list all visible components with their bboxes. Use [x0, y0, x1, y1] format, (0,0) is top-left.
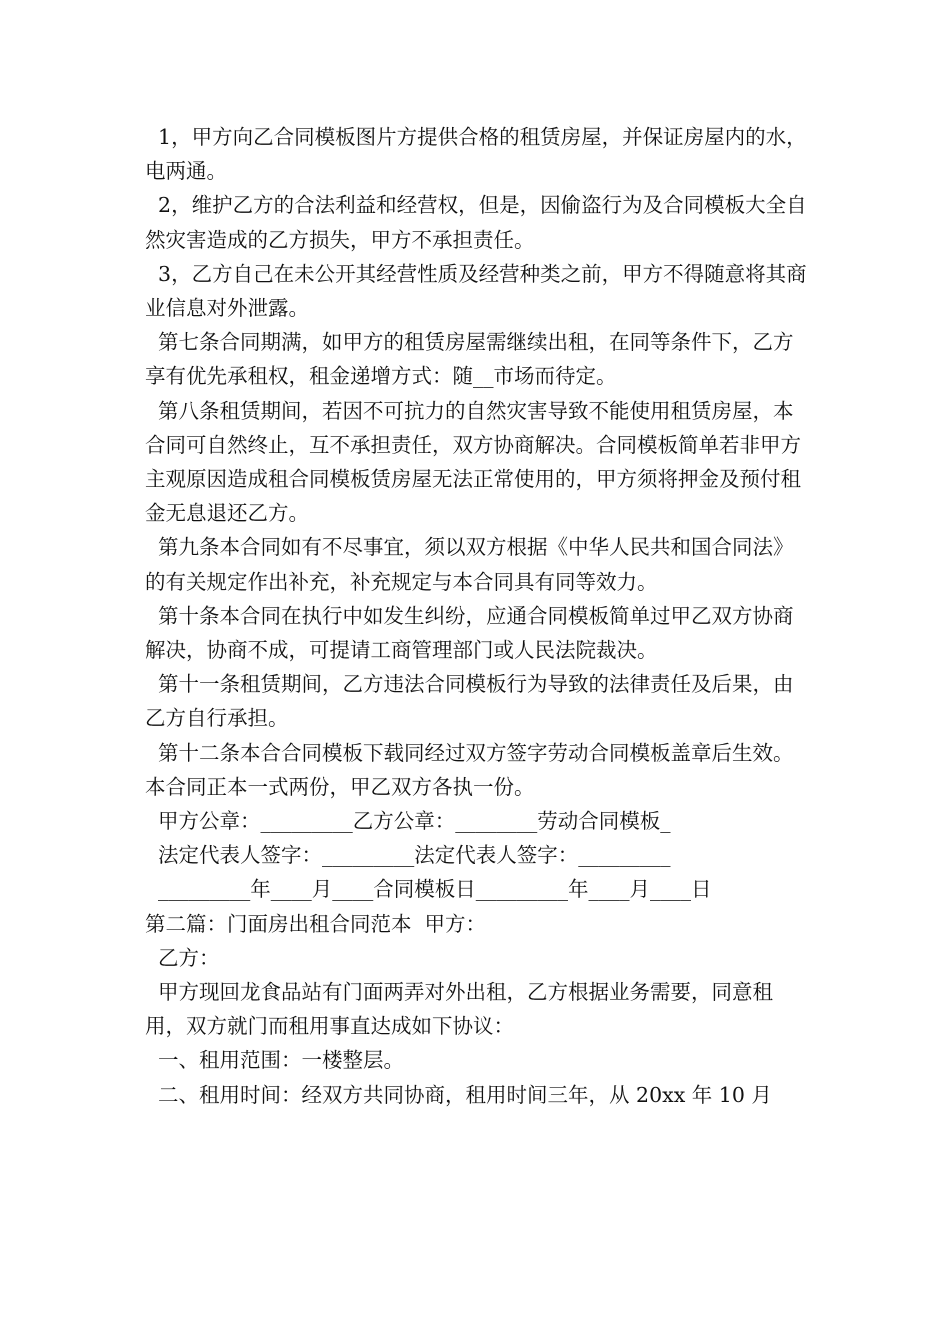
party-b-line: 乙方：: [145, 945, 220, 970]
rental-period: 二、租用时间：经双方共同协商，租用时间三年，从 20xx 年 10 月: [145, 1082, 772, 1107]
rental-scope: 一、租用范围：一楼整层。: [145, 1048, 405, 1073]
article-9: 第九条本合同如有不尽事宜，须以双方根据《中华人民共和国合同法》的有关规定作出补充，补充规定与本合同具有同等效力。: [145, 535, 794, 594]
intro-paragraph: 甲方现回龙食品站有门面两弄对外出租，乙方根据业务需要，同意租用，双方就门而租用事直达成如下协议：: [145, 980, 774, 1039]
clause-landlord-duty-1: 1，甲方向乙合同模板图片方提供合格的租赁房屋，并保证房屋内的水，电两通。: [145, 125, 807, 184]
document-body: [145, 120, 810, 1112]
article-10: 第十条本合同在执行中如发生纠纷，应通合同模板简单过甲乙双方协商解决，协商不成，可提请工商管理部门或人民法院裁决。: [145, 603, 794, 663]
section-heading-part-2: 第二篇：门面房出租合同范本 甲方：: [145, 911, 487, 936]
seal-line: 甲方公章：_________乙方公章：________劳动合同模板_: [145, 809, 671, 834]
article-8: 第八条租赁期间，若因不可抗力的自然灾害导致不能使用租赁房屋，本合同可自然终止，互不承担责任，双方协商解决。合同模板简单若非甲方主观原因造成租合同模板赁房屋无法正常使用的，甲方须将押金及预付租金无息退还乙方。: [145, 398, 801, 526]
signature-line: 法定代表人签字：_________法定代表人签字：_________: [145, 843, 671, 868]
article-12: 第十二条本合合同模板下载同经过双方签字劳动合同模板盖章后生效。本合同正本一式两份，甲乙双方各执一份。: [145, 740, 794, 799]
date-line: _________年____月____合同模板日_________年____月____日: [145, 877, 712, 902]
clause-landlord-duty-2: 2，维护乙方的合法利益和经营权，但是，因偷盗行为及合同模板大全自然灾害造成的乙方损失，甲方不承担责任。: [145, 193, 807, 252]
clause-landlord-duty-3: 3，乙方自己在未公开其经营性质及经营种类之前，甲方不得随意将其商业信息对外泄露。: [145, 261, 807, 321]
article-11: 第十一条租赁期间，乙方违法合同模板行为导致的法律责任及后果，由乙方自行承担。: [145, 672, 794, 731]
article-7: 第七条合同期满，如甲方的租赁房屋需继续出租，在同等条件下，乙方享有优先承租权，租金递增方式：随__市场而待定。: [145, 330, 794, 389]
